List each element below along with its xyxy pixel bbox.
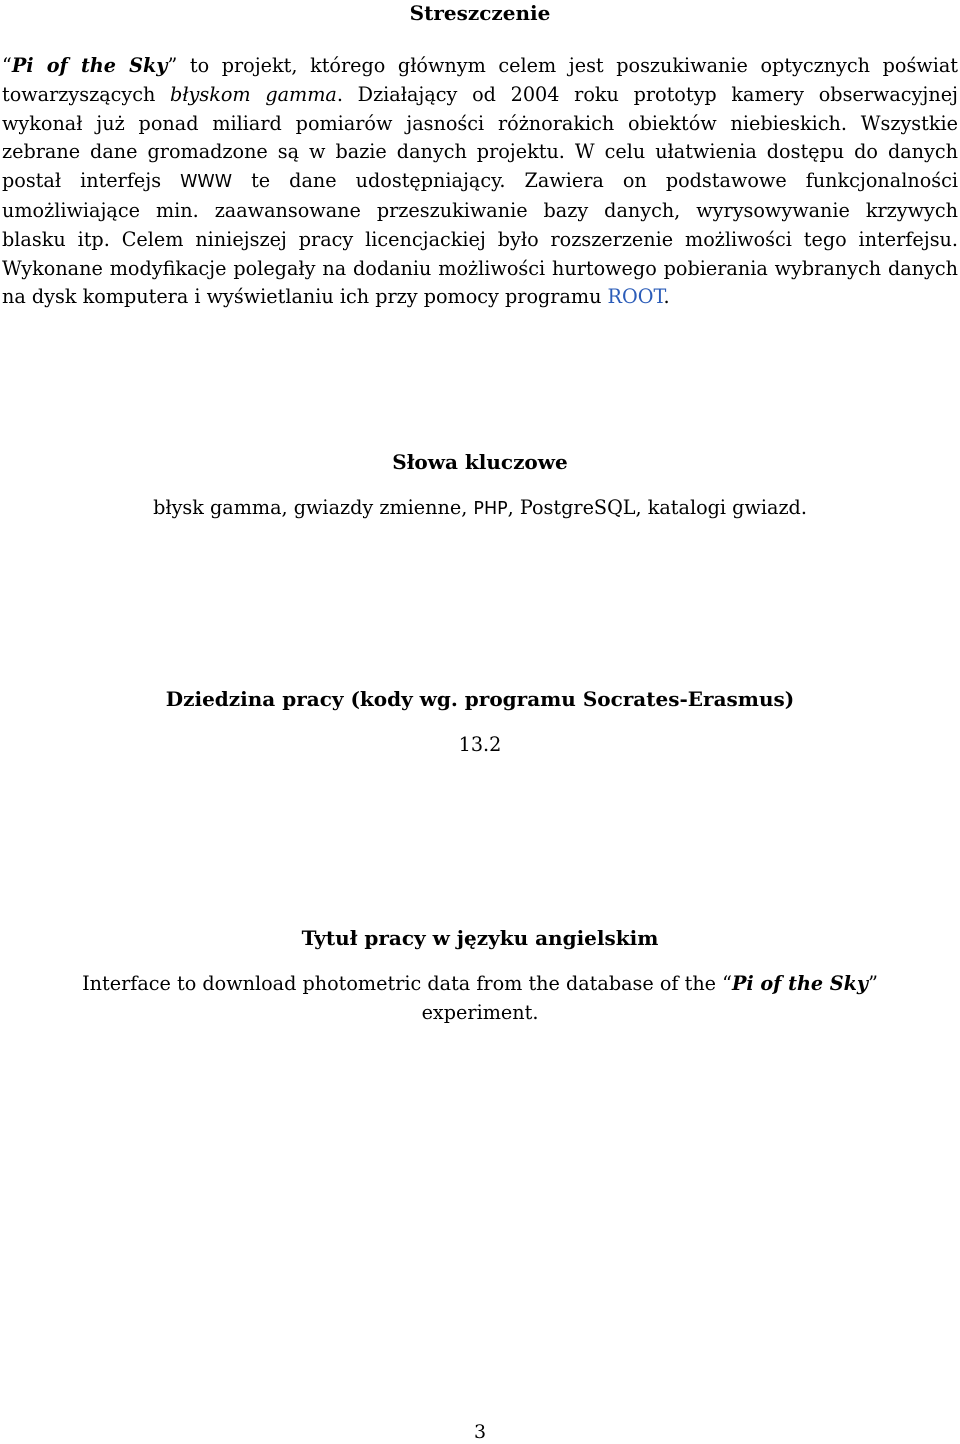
keywords-heading: Słowa kluczowe	[392, 450, 568, 474]
abstract-text-end: .	[663, 285, 670, 309]
quote-open: “	[2, 54, 12, 77]
keywords-text-2: , PostgreSQL, katalogi gwiazd.	[507, 496, 807, 519]
project-name: Pi of the Sky	[11, 54, 168, 77]
english-quote-open: “	[722, 972, 732, 995]
abstract-text-2: . Działający od 2004 roku prototyp kamery obserwacyjnej wykonał już ponad miliard pomiarów jasności różnorakich obiektów niebieskich. Wszystkie zebrane dane gromadzone są w bazie danych projektu. W celu ułatwienia dostępu do danych postał interfejs	[2, 82, 958, 193]
english-title-heading: Tytuł pracy w języku angielskim	[301, 926, 659, 950]
keywords-text-1: błysk gamma, gwiazdy zmienne,	[153, 496, 474, 519]
english-title-line-2: experiment.	[421, 1001, 539, 1024]
www-term: WWW	[180, 172, 233, 193]
english-title-line-1	[0, 970, 960, 999]
abstract-text-1: to projekt, którego głównym celem jest poszukiwanie optycznych poświat towarzyszących	[2, 54, 958, 106]
page-number: 3	[473, 1421, 487, 1443]
abstract-heading: Streszczenie	[409, 1, 551, 25]
italic-term: błyskom gamma	[170, 82, 337, 106]
field-code: 13.2	[458, 733, 502, 756]
field-heading: Dziedzina pracy (kody wg. programu Socrates-Erasmus)	[165, 687, 795, 711]
abstract-text-3: te dane udostępniający. Zawiera on podstawowe funkcjonalności umożliwiające min. zaawansowane przeszukiwanie bazy danych, wyrysowywanie krzywych blasku itp. Celem niniejszej pracy licencjackiej było rozszerzenie możliwości tego interfejsu. Wykonane modyfikacje polegały na dodaniu możliwości hurtowego pobierania wybranych danych na dysk komputera i wyświetlaniu ich przy pomocy programu	[2, 169, 958, 309]
keywords-line	[0, 494, 960, 524]
root-link[interactable]: ROOT	[607, 285, 664, 309]
english-quote-close: ”	[868, 972, 878, 995]
english-project-name: Pi of the Sky	[731, 972, 869, 995]
php-term: PHP	[473, 499, 508, 519]
quote-close: ”	[167, 54, 178, 77]
english-title-text-1: Interface to download photometric data from the database of the	[82, 972, 723, 995]
abstract-paragraph	[2, 52, 958, 312]
